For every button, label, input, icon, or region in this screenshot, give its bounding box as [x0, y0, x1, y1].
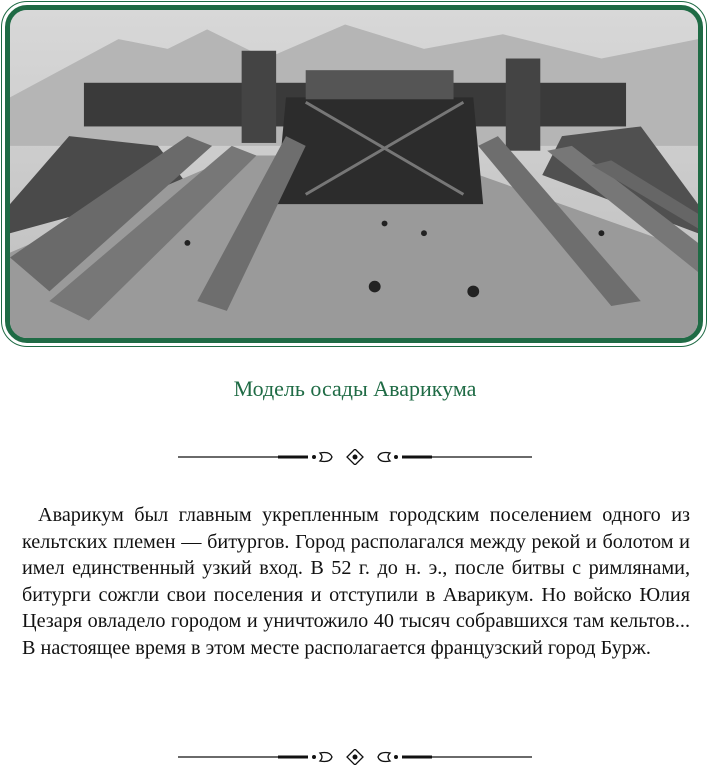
body-paragraph: Аварикум был главным укрепленным городским поселением одного из кельтских племен — битургов. Город располагался между рекой и болотом и имел единственный узкий вход. В 52 г. до н. э., после битвы с римлянами, битурги сожгли свои поселения и отступили в Аварикум. Но войско Юлия Цезаря овладело городом и уничтожило 40 тысяч собравшихся там кельтов... В настоящее время в этом месте располагается французский город Бурж.	[22, 504, 690, 659]
figure-caption: Модель осады Аварикума	[233, 376, 477, 401]
ornamental-divider-icon	[178, 449, 532, 465]
ornamental-divider-icon	[178, 749, 532, 765]
siege-model-photo	[5, 5, 703, 343]
